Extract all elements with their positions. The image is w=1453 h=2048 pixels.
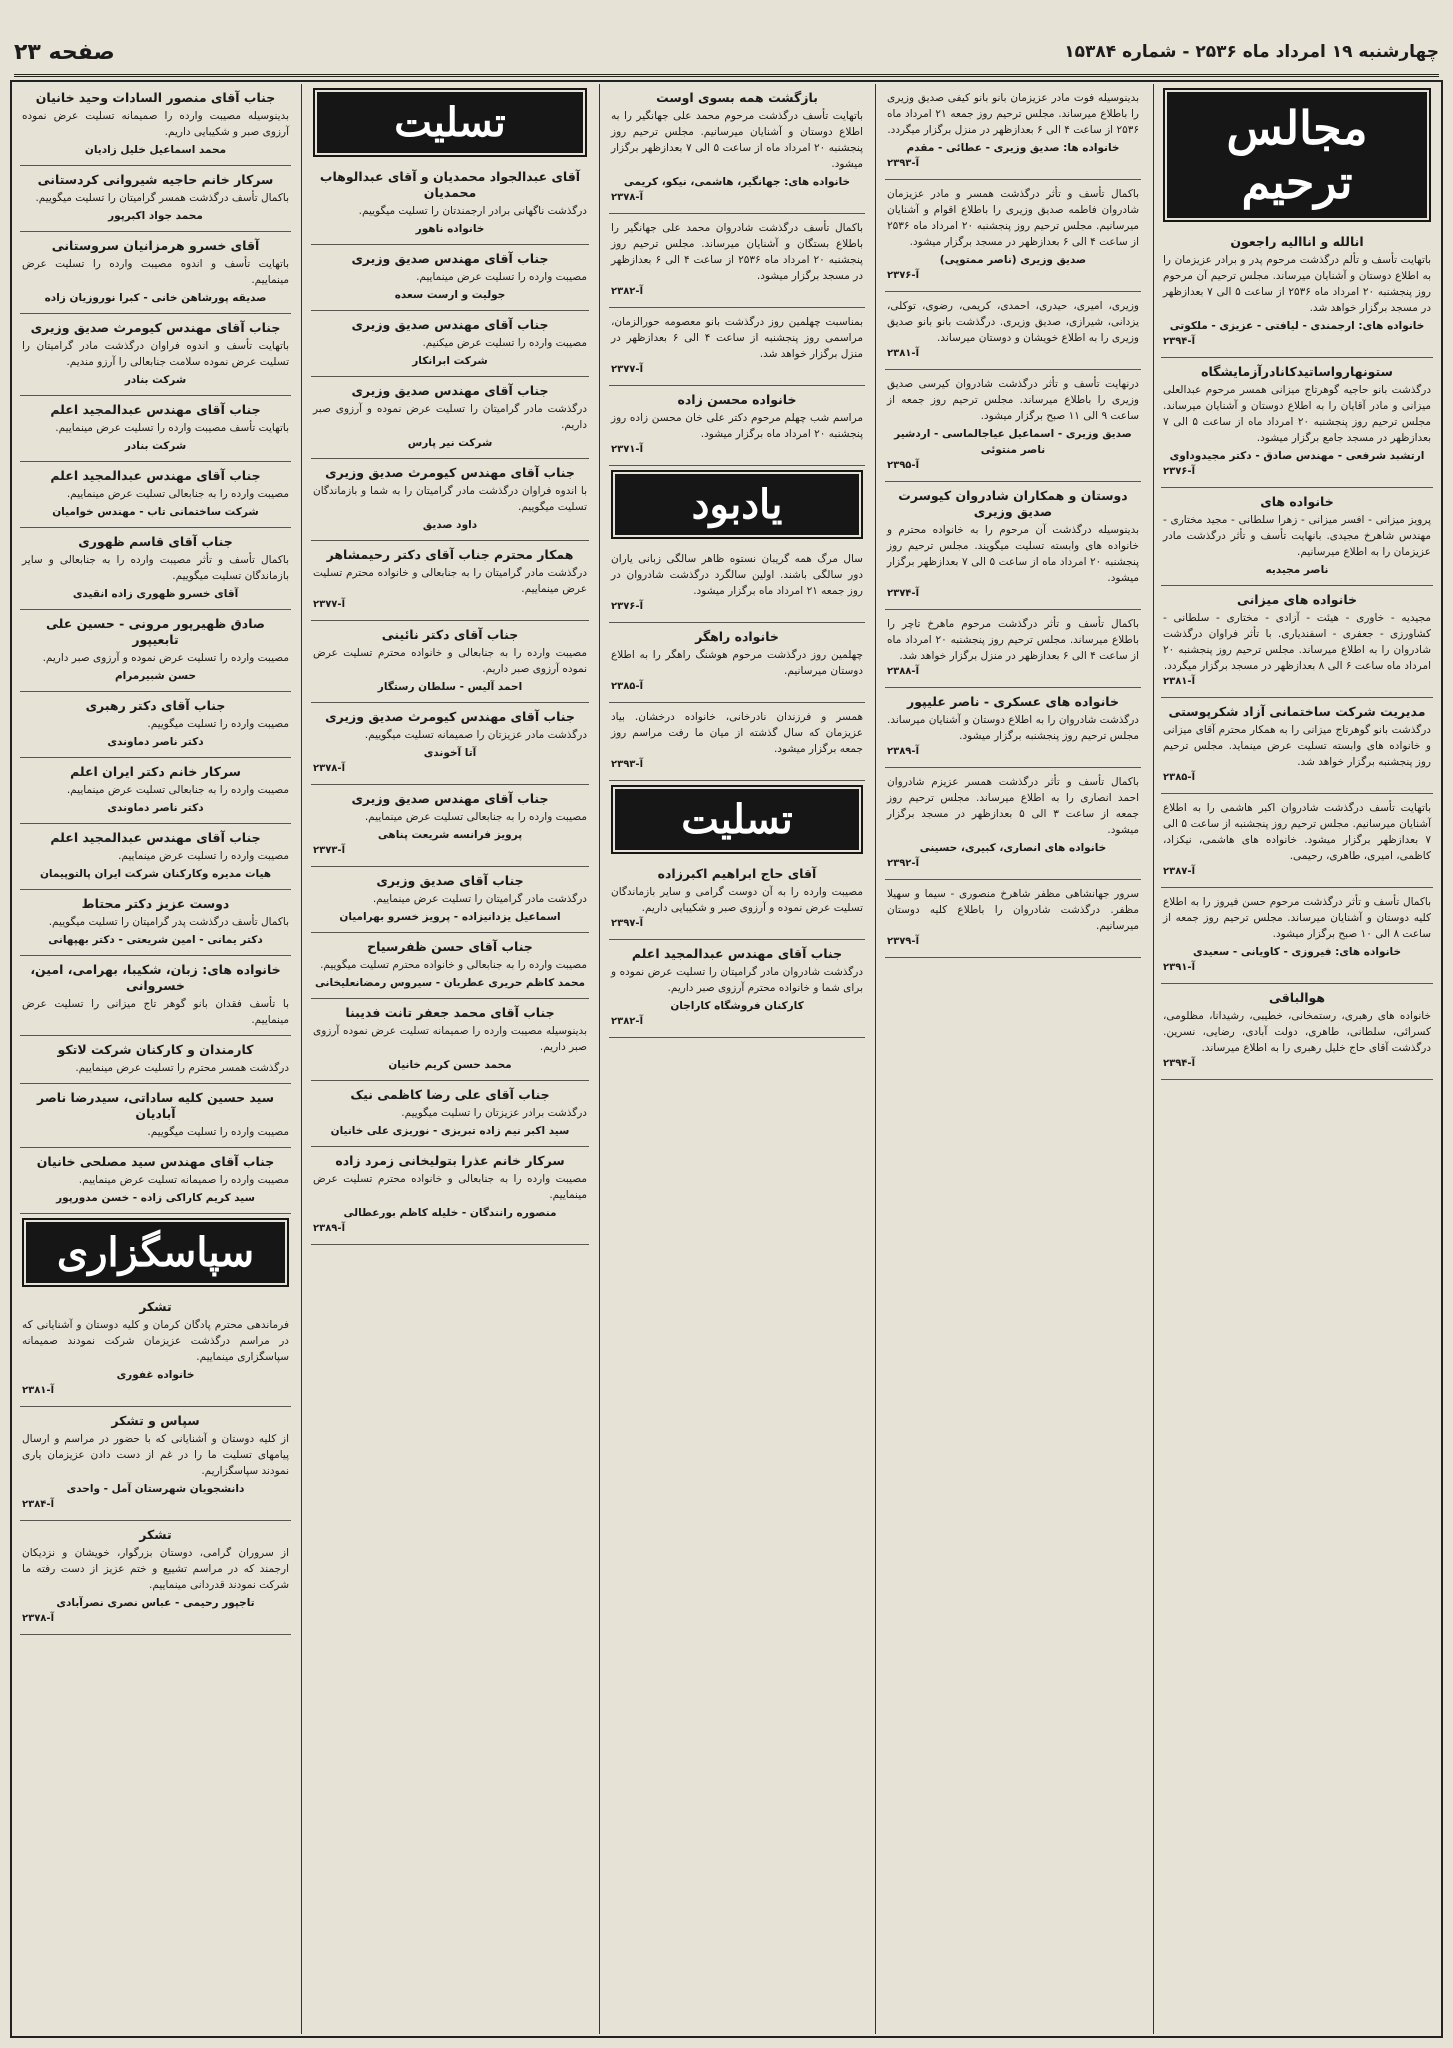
notice-heading: جناب آقای مهندس عبدالمجید اعلم (631, 946, 843, 961)
notice (885, 180, 1141, 292)
notice-heading: مدیریت شرکت ساختمانی آزاد شکرپوستی (1168, 704, 1426, 719)
notice-body: درنهایت تأسف و تأثر درگذشت شادروان کیرسی صدیق وزیری را باطلاع میرساند. مجلس ترحیم روز جمعه از ساعت ۹ الی ۱۱ صبح برگزار میشود. (887, 378, 1139, 422)
notice-body: بدینوسیله فوت مادر عزیزمان بانو بانو کیفی صدیق وزیری را باطلاع میرساند. مجلس ترحیم روز جمعه ۲۱ امرداد ماه ۲۵۳۶ از ساعت ۴ الی ۶ بعدازظهر در منزل برگزار میگردد. (887, 92, 1139, 136)
notice (609, 623, 865, 703)
notice-body: مصیبت وارده را به جنابعالی و خانواده محترم تسلیت عرض نموده آرزوی صبر داریم. (313, 647, 587, 675)
notice-heading: جناب آقای مهندس صدیق وزیری (351, 791, 549, 806)
notice (311, 785, 589, 867)
notice-signature: هیات مدیره وکارکنان شرکت ایران پالتوپیمان (39, 868, 272, 880)
notice-body: باتهایت تأسف درگذشت مرحوم محمد علی جهانگیر را به اطلاع دوستان و آشنایان میرسانیم. مجلس ترحیم روز پنجشنبه ۲۰ امرداد ماه از ساعت ۵ الی ۷ بعدازظهر برگزار میشود. (611, 110, 863, 170)
notice-signature: آقای خسرو ظهوری زاده انقیدی (72, 588, 239, 600)
notice-heading: جناب آقای دکتر رهبری (85, 698, 226, 713)
notice-body: مجیدیه - خاوری - هیئت - آزادی - مختاری - سلطانی - کشاورزی - جعفری - اسفندیاری. با تأثر فراوان درگذشت شادروان را به اطلاع میرساند. مجلس ترحیم روز پنجشنبه ۲۰ امرداد ماه ساعت ۶ الی ۸ بعدازظهر در مسجد برگزار میگردد. (1163, 612, 1431, 672)
notice (20, 1293, 291, 1407)
notice-signature: پرویز فرانسه شریعت پناهی (377, 829, 523, 841)
notice-heading: جناب آقای قاسم ظهوری (78, 534, 233, 549)
notice-body: درگذشت بانو گوهرتاج میزانی را به همکار محترم آقای میزانی و خانواده های وابسته تسلیت عرض مینماید. مجلس ترحیم روز پنجشنبه برگزار خواهد شد. (1163, 724, 1431, 768)
notice-signature: ناصر مجیدیه (1265, 564, 1329, 576)
notice-heading: آقای خسرو هرمزانیان سروستانی (51, 238, 260, 253)
notice-signature: شرکت نیر پارس (407, 437, 493, 449)
notice-code: آ-۲۳۸۹ (887, 746, 919, 757)
notice (885, 610, 1141, 688)
notice-heading: خانواده محسن زاده (677, 392, 797, 407)
notice-body: پرویز میزانی - افسر میزانی - زهرا سلطانی - مجید مختاری - مهندس شاهرخ مجیدی. بانهایت تأسف و تأثر درگذشت مادر عزیزمان را به اطلاع میرسانیم. (1163, 514, 1431, 558)
notice (885, 292, 1141, 370)
notice-signature: دانشجویان شهرستان آمل - واحدی (66, 1483, 245, 1495)
notice-body: باکمال تأسف و تأثر درگذشت مرحوم ماهرخ تاچر را باطلاع میرساند. مجلس ترحیم روز پنجشنبه ۲۰ امرداد ماه از ساعت ۴ الی ۶ بعدازظهر در منزل برگزار خواهد شد. (887, 618, 1139, 662)
notice-signature: صدیق وزیری (ناصر ممتوپی) (939, 254, 1087, 266)
column-4 (305, 84, 595, 2034)
notice-heading: خانواده های: زبان، شکیبا، بهرامی، امین، خسروانی (30, 962, 281, 993)
notice-heading: جناب آقای مهندس کیومرث صدیق وزیری (30, 320, 281, 335)
notice-heading: جناب آقای مهندس صدیق وزیری (351, 251, 549, 266)
notice-body: باکمال تأسف و تأثر درگذشت مرحوم حسن فیروز را به اطلاع کلیه دوستان و آشنایان میرساند. مجلس ترحیم روز جمعه از ساعت ۸ الی ۱۰ صبح برگزار میشود. (1163, 896, 1431, 940)
notice-signature: دکتر ناصر دماوندی (107, 802, 204, 814)
notice-list (1161, 228, 1433, 1080)
notice-body: درگذشت شادروان را به اطلاع دوستان و آشنایان میرساند. مجلس ترحیم روز پنجشنبه برگزار میشود. (887, 714, 1139, 742)
notice-body: مراسم شب چهلم مرحوم دکتر علی خان محسن زاده روز پنجشنبه ۲۰ امرداد ماه برگزار میشود. (611, 412, 863, 440)
column-divider (875, 84, 876, 2034)
notice (311, 703, 589, 785)
notice-body: درگذشت مادر گرامیتان را تسلیت عرض مینماییم. (372, 893, 587, 905)
notice-heading: ستونهارواساتیدکانادرآزمایشگاه (1201, 364, 1393, 379)
notice (609, 84, 865, 214)
notice-heading: هوالباقی (1268, 990, 1326, 1005)
notice-signature: صدیقه پورشاهن خانی - کبرا نوروزیان زاده (44, 292, 267, 304)
notice-signature: شرکت ساختمانی تاب - مهندس خوامیان (52, 506, 259, 518)
notice-heading: سید حسین کلیه ساداتی، سیدرضا ناصر آبادیان (36, 1090, 275, 1121)
sepasgozari-banner: سپاسگزاری (26, 1222, 285, 1283)
notice-heading: جناب آقای مهندس سید مصلحی خانیان (36, 1154, 275, 1169)
notice-heading: بازگشت همه بسوی اوست (656, 90, 818, 105)
notice (311, 163, 589, 245)
notice-code: آ-۲۳۷۸ (22, 1613, 54, 1624)
notice-code: آ-۲۳۸۲ (611, 286, 643, 297)
issue-date: چهارشنبه ۱۹ امرداد ماه ۲۵۳۶ - شماره ۱۵۳۸۴ (1064, 42, 1439, 62)
notice (311, 377, 589, 459)
majales-banner: مجالس ترحیم (1167, 92, 1427, 218)
notice (1161, 888, 1433, 984)
notice-code: آ-۲۳۷۶ (611, 601, 643, 612)
notice (609, 386, 865, 466)
notice-heading: آقای حاج ابراهیم اکبرزاده (657, 866, 817, 881)
notice-body: با اندوه فراوان درگذشت مادر گرامیتان را به شما و بازماندگان تسلیت میگوییم. (313, 485, 587, 513)
notice-heading: جناب آقای منصور السادات وحید خانیان (35, 90, 276, 105)
notice-body: مصیبت وارده را تسلیت عرض مینماییم. (416, 271, 587, 283)
notice (20, 610, 291, 692)
notice-list (311, 163, 589, 1245)
notice-body: از سروران گرامی، دوستان بزرگوار، خویشان و نزدیکان ارجمند که در مراسم تشییع و ختم عزیز از دست رفته ما شرکت نمودند قدردانی مینماییم. (22, 1547, 289, 1591)
notice-heading: جناب آقای علی رضا کاظمی نیک (350, 1087, 550, 1102)
notice-code: آ-۲۳۹۴ (1163, 1058, 1195, 1069)
notice (311, 867, 589, 933)
notice (20, 758, 291, 824)
notice-code: آ-۲۳۷۶ (887, 270, 919, 281)
notice-signature: محمد کاظم حریری عطریان - سیروس رمضانعلیخانی (314, 977, 586, 989)
notice-heading: انالله و انااليه راجعون (1230, 234, 1364, 249)
tasliat-bottom-banner: تسلیت (615, 789, 859, 850)
notice-code: آ-۲۳۷۷ (611, 364, 643, 375)
notice (609, 308, 865, 386)
notice-heading: جناب آقای مهندس عبدالمجید اعلم (50, 402, 261, 417)
notice-signature: آتا آخوندی (423, 747, 477, 759)
notice-heading: جناب آقای حسن ظفرسیاح (367, 939, 533, 954)
notice-signature: شرکت ابرانکار (412, 355, 488, 367)
notice (20, 84, 291, 166)
yadbood-banner: یادبود (615, 474, 859, 535)
notice-signature: محمد حسن کریم خانیان (388, 1059, 512, 1071)
notice (20, 1084, 291, 1148)
notice (609, 860, 865, 940)
notice-code: آ-۲۳۷۳ (313, 845, 345, 856)
notice-body: باکمال تأسف و تأثر درگذشت همسر عزیزم شادروان احمد انصاری را به اطلاع میرساند. مجلس ترحیم روز جمعه از ساعت ۳ الی ۵ بعدازظهر در مسجد برگزار میشود. (887, 776, 1139, 836)
notice-body: مصیبت وارده را به جنابعالی تسلیت عرض مینماییم. (364, 811, 587, 823)
notice-signature: صدیق وزیری - اسماعیل عیاجالماسی - اردشیر ناصر منتوئی (894, 428, 1132, 456)
notice-body: باکمال تأسف درگذشت همسر گرامیتان را تسلیت میگوییم. (35, 192, 289, 204)
notice-signature: تاجپور رحیمی - عباس نصری نصرآبادی (56, 1597, 255, 1609)
notice-signature: سید کریم کاراکی زاده - خسن مدورپور (56, 1192, 255, 1204)
notice-heading: سپاس و تشکر (111, 1413, 200, 1428)
tasliat-top-banner: تسلیت (317, 92, 583, 153)
notice (20, 314, 291, 396)
notice-code: آ-۲۳۷۱ (611, 444, 643, 455)
notice-list (609, 545, 865, 781)
column-5 (14, 84, 297, 2034)
notice-body: درگذشت ناگهانی برادر ارجمندتان را تسلیت میگوییم. (358, 205, 587, 217)
column-divider (301, 84, 302, 2034)
column-3 (603, 84, 871, 2034)
notice-heading: جناب آقای مهندس کیومرث صدیق وزیری (325, 709, 575, 724)
notice (311, 459, 589, 541)
notice-body: بدینوسیله درگذشت آن مرحوم را به خانواده محترم و خانواده های وابسته تسلیت میگویند. مجلس ترحیم روز پنجشنبه ۲۰ امرداد ماه از ساعت ۵ الی ۷ بعدازظهر برگزار میشود. (887, 524, 1139, 584)
notice-code: آ-۲۳۸۵ (611, 681, 643, 692)
notice-body: بدینوسیله مصیبت وارده را صمیمانه تسلیت عرض نموده آرزوی صبر داریم. (313, 1025, 587, 1053)
notice-heading: سرکار خانم دکتر ایران اعلم (70, 764, 241, 779)
notice-code: آ-۲۳۸۸ (887, 666, 919, 677)
notice-heading: سرکار خانم عذرا بتولیخانی زمرد زاده (335, 1153, 565, 1168)
notice-signature: دکتر یمانی - امین شریعتی - دکتر بهپهانی (48, 934, 263, 946)
notice-body: سال مرگ همه گریبان نستوه ظاهر سالگی زبانی یاران دور سالگی باشند. اولین سالگرد درگذشت شادروان در روز جمعه ۲۱ امرداد ماه برگزار میشود. (611, 553, 863, 597)
notice-code: آ-۲۳۸۴ (22, 1499, 54, 1510)
notice-heading: دوست عزیز دکتر محتاط (81, 896, 230, 911)
notice-signature: سید اکبر نیم زاده تبریزی - نوریزی علی خانیان (330, 1125, 570, 1137)
notice-body: مصیبت وارده را تسلیت عرض مینماییم. (118, 850, 289, 862)
page-number: صفحه ۲۳ (14, 39, 115, 65)
notice-signature: ارتشبد شرفعی - مهندس صادق - دکتر مجیدوداوی (1169, 450, 1425, 462)
notice-heading: خانواده راهگر (695, 629, 779, 644)
notice-signature: اسماعیل یزدانیزاده - پرویز خسرو بهرامیان (339, 911, 561, 923)
notice-signature: حسن شبیرمرام (114, 670, 197, 682)
notice-code: آ-۲۳۹۳ (887, 158, 919, 169)
notice-signature: شرکت بنادر (124, 374, 187, 386)
notice-body: مصیبت وارده را تسلیت عرض نموده و آرزوی صبر داریم. (42, 652, 289, 664)
notice-body: درگذشت شادروان مادر گرامیتان را تسلیت عرض نموده و برای شما و خانواده محترم آرزوی صبر داریم. (611, 966, 863, 994)
notice-body: باتهایت تأسف و تألم درگذشت مرحوم پدر و برادر عزیزمان را به اطلاع دوستان و آشنایان میرساند. مجلس ترحیم آن مرحوم روز پنجشنبه ۲۰ امرداد ماه ۲۵۳۶ از ساعت ۵ الی ۷ بعدازظهر در مسجد برگزار خواهد شد. (1163, 254, 1431, 314)
notice-signature: منصوره رانندگان - خلیله کاظم بورعطالی (343, 1207, 557, 1219)
notice (20, 232, 291, 314)
notice-body: مصیبت وارده را به آن دوست گرامی و سایر بازماندگان تسلیت عرض نموده و آرزوی صبر و شکیبایی داریم. (611, 886, 863, 914)
notice-list (20, 1293, 291, 1635)
notice-signature: خانواده های: جهانگیر، هاشمی، نیکو، کریمی (623, 176, 851, 188)
notice-body: درگذشت مادر گرامیتان را تسلیت عرض نموده و آرزوی صبر داریم. (313, 403, 587, 431)
column-divider (1153, 84, 1154, 2034)
notice (885, 768, 1141, 880)
notice (20, 956, 291, 1036)
notice-signature: جولیت و ارست سعده (394, 289, 506, 301)
notice-body: باتهایت تأسف و اندوه فراوان درگذشت مادر گرامیتان را تسلیت عرض نموده سلامت جنابعالی را آرزو مندیم. (22, 340, 289, 368)
notice-code: آ-۲۳۹۴ (1163, 336, 1195, 347)
notice-heading: خانواده های (1260, 494, 1334, 509)
notice (885, 370, 1141, 482)
notice-code: آ-۲۳۸۵ (1163, 772, 1195, 783)
notice (20, 528, 291, 610)
notice-heading: همکار محترم جناب آقای دکتر رحیمشاهر (326, 547, 574, 562)
notice-signature: شرکت بنادر (124, 440, 187, 452)
notice-heading: سرکار خانم حاجیه شیروانی کردستانی (37, 172, 274, 187)
notice-signature: خانواده ها: صدیق وزیری - عطائی - مقدم (906, 142, 1120, 154)
notice (885, 880, 1141, 958)
notice-heading: جناب آقای دکتر نائینی (381, 627, 519, 642)
notice (1161, 794, 1433, 888)
notice-body: درگذشت همسر محترم را تسلیت عرض مینماییم. (75, 1062, 289, 1074)
notice-signature: خانواده های انصاری، کبیری، حسینی (919, 842, 1107, 854)
notice (609, 940, 865, 1038)
notice-code: آ-۲۳۸۱ (22, 1385, 54, 1396)
notice-signature: کارکنان فروشگاه کاراجان (670, 1000, 804, 1012)
notice-heading: جناب آقای مهندس عبدالمجید اعلم (50, 468, 261, 483)
notice (1161, 228, 1433, 358)
notice-code: آ-۲۳۹۲ (887, 858, 919, 869)
notice-signature: داود صدیق (422, 519, 478, 531)
notice-signature: محمد اسماعیل خلیل زادیان (84, 144, 227, 156)
notice-code: آ-۲۳۹۵ (887, 460, 919, 471)
notice (20, 824, 291, 890)
notice (1161, 586, 1433, 698)
notice-signature: خانواده غفوری (116, 1369, 195, 1381)
notice (20, 1407, 291, 1521)
notice-list (20, 84, 291, 1214)
notice (1161, 698, 1433, 794)
notice-heading: جناب آقای مهندس عبدالمجید اعلم (50, 830, 261, 845)
notice-signature: محمد جواد اکبرپور (108, 210, 203, 222)
notice-heading: تشکر (139, 1299, 172, 1314)
notice-heading: صادق ظهیرپور مرونی - حسین علی تابعیپور (46, 616, 265, 647)
notice-code: آ-۲۳۹۳ (611, 759, 643, 770)
notice (311, 1081, 589, 1147)
notice (885, 482, 1141, 610)
notice (609, 703, 865, 781)
notice-body: خانواده های رهبری، رستمخانی، خطیبی، رشیدانا، مظلومی، کسرائی، سلطانی، طاهری، دولت آبادی، رضایی، نسرین. درگذشت آقای حاج خلیل رهبری را به اطلاع میرساند. (1163, 1010, 1431, 1054)
notice (20, 1148, 291, 1214)
notice (885, 688, 1141, 768)
notice-heading: خانواده های عسکری - ناصر علیپور (907, 694, 1119, 709)
notice-heading: جناب آقای مهندس صدیق وزیری (351, 383, 549, 398)
notice-code: آ-۲۳۸۱ (887, 348, 919, 359)
notice-body: باکمال تأسف و تأثر درگذشت همسر و مادر عزیزمان شادروان فاطمه صدیق وزیری را باطلاع اقوام و آشنایان میرسانیم. مجلس ترحیم روز پنجشنبه ۲۰ امرداد ماه ۲۵۳۶ از ساعت ۴ الی ۶ بعدازظهر در مسجد برگزار میشود. (887, 188, 1139, 248)
notice-code: آ-۲۳۷۷ (313, 599, 345, 610)
notice (885, 84, 1141, 180)
notice (20, 396, 291, 462)
notice (20, 1036, 291, 1084)
notice-body: چهلمین روز درگذشت مرحوم هوشنگ راهگر را به اطلاع دوستان میرسانیم. (611, 649, 863, 677)
notice-body: فرماندهی محترم پادگان کرمان و کلیه دوستان و آشنایانی که در مراسم درگذشت عزیزمان شرکت نمودند صمیمانه سپاسگزاری مینماییم. (22, 1319, 289, 1363)
notice-body: مصیبت وارده را به جنابعالی تسلیت عرض مینماییم. (66, 784, 289, 796)
notice (311, 621, 589, 703)
notice (311, 245, 589, 311)
notice-list (885, 84, 1141, 958)
notice-heading: خانواده های میزانی (1236, 592, 1358, 607)
notice-list (609, 860, 865, 1038)
notice-body: درگذشت مادر عزیزتان را صمیمانه تسلیت میگوییم. (364, 729, 587, 741)
notice-heading: دوستان و همکاران شادروان کیوسرت صدیق وزیری (898, 488, 1128, 519)
notice-body: وزیری، امیری، حیدری، احمدی، کریمی، رضوی، توکلی، یزدانی، شیرازی، صدیق وزیری. درگذشت بانو بانو صدیق وزیری را به اطلاع خویشان و دوستان میرساند. (887, 300, 1139, 344)
notice-heading: جناب آقای محمد جعفر تانت فدیبنا (345, 1005, 555, 1020)
notice (20, 166, 291, 232)
notice-heading: جناب آقای مهندس صدیق وزیری (351, 317, 549, 332)
notice-body: از کلیه دوستان و آشنایانی که با حضور در مراسم و ارسال پیامهای تسلیت ما را در غم از دست دادن عزیزمان یاری نمودند سپاسگزاریم. (22, 1433, 289, 1477)
notice (609, 545, 865, 623)
notice-body: باکمال تأسف و تأثر مصیبت وارده را به جنابعالی و سایر بازماندگان تسلیت میگوییم. (22, 554, 289, 582)
notice (311, 1147, 589, 1245)
notice (1161, 358, 1433, 488)
notice-code: آ-۲۳۸۱ (1163, 676, 1195, 687)
column-1 (1155, 84, 1439, 2034)
notice (311, 311, 589, 377)
notice-signature: دکتر ناصر دماوندی (107, 736, 204, 748)
notice-heading: آقای عبدالجواد محمدیان و آقای عبدالوهاب محمدیان (319, 169, 581, 200)
column-2 (879, 84, 1147, 2034)
notice-body: مصیبت وارده را به جنابعالی تسلیت عرض مینماییم. (66, 488, 289, 500)
notice-code: آ-۲۳۸۷ (1163, 866, 1195, 877)
notice (609, 214, 865, 308)
notice-body: درگذشت برادر عزیزتان را تسلیت میگوییم. (401, 1107, 587, 1119)
notice-code: آ-۲۳۷۹ (887, 936, 919, 947)
notice-body: درگذشت مادر گرامیتان را به جنابعالی و خانواده محترم تسلیت عرض مینماییم. (313, 567, 587, 595)
column-divider (599, 84, 600, 2034)
notice (20, 890, 291, 956)
notice-code: آ-۲۳۸۲ (611, 1016, 643, 1027)
notice-heading: جناب آقای مهندس کیومرث صدیق وزیری (325, 465, 575, 480)
notice-heading: جناب آقای صدیق وزیری (376, 873, 524, 888)
notice-body: بمناسبت چهلمین روز درگذشت بانو معصومه حورالزمان، مراسمی روز پنجشنبه از ساعت ۴ الی ۶ بعدازظهر در منزل برگزار خواهد شد. (611, 316, 863, 360)
notice-body: سرور جهانشاهی مظفر شاهرخ منصوری - سیما و سهیلا مظفر. درگذشت شادروان را باطلاع کلیه دوستان میرسانیم. (887, 888, 1139, 932)
notice-body: باتهایت تأسف مصیبت وارده را تسلیت عرض مینماییم. (55, 422, 289, 434)
notice-body: با تأسف فقدان بانو گوهر تاج میزانی را تسلیت عرض مینماییم. (22, 998, 289, 1026)
notice (20, 692, 291, 758)
notice (311, 541, 589, 621)
notice-code: آ-۲۳۷۸ (611, 192, 643, 203)
notice-code: آ-۲۳۹۱ (1163, 962, 1195, 973)
notice-body: مصیبت وارده را صمیمانه تسلیت عرض مینماییم. (78, 1174, 289, 1186)
notice (311, 933, 589, 999)
notice-body: مصیبت وارده را به جنابعالی و خانواده محترم تسلیت عرض مینماییم. (313, 1173, 587, 1201)
notice (1161, 984, 1433, 1080)
notice-code: آ-۲۳۷۶ (1163, 466, 1195, 477)
notice-body: مصیبت وارده را تسلیت میگوییم. (147, 718, 289, 730)
notice-body: باتهایت تأسف درگذشت شادروان اکبر هاشمی را به اطلاع آشنایان میرسانیم. مجلس ترحیم روز پنجشنبه از ساعت ۵ الی ۷ بعدازظهر برگزار میشود. خانواده های هاشمی، نیکزاد، کاظمی، امیری، طاهری، رحیمی. (1163, 802, 1431, 862)
notice (311, 999, 589, 1081)
notice-signature: خانواده ناهور (415, 223, 485, 235)
notice-heading: تشکر (139, 1527, 172, 1542)
notice-signature: خانواده های: ارجمندی - لیافتی - عزیزی - ملکوتی (1169, 320, 1425, 332)
masthead (14, 30, 1439, 77)
notice-code: آ-۲۳۸۹ (313, 1223, 345, 1234)
notice (1161, 488, 1433, 586)
notice-code: آ-۲۳۷۸ (313, 763, 345, 774)
notice-signature: خانواده های: فیروزی - کاویانی - سعیدی (1192, 946, 1402, 958)
notice-body: درگذشت بانو حاجیه گوهرتاج میزانی همسر مرحوم عبدالعلی میزانی و مادر آقایان را به اطلاع دوستان و آشنایان میرساند. مجلس ترحیم روز پنجشنبه ۲۰ امرداد ماه از ساعت ۵ الی ۷ بعدازظهر در مسجد جامع برگزار میشود. (1163, 384, 1431, 444)
notice-body: مصیبت وارده را به جنابعالی و خانواده محترم تسلیت میگوییم. (320, 959, 587, 971)
notice-body: مصیبت وارده را تسلیت عرض میکنیم. (422, 337, 587, 349)
notice-body: باتهایت تأسف و اندوه مصیبت وارده را تسلیت عرض مینماییم. (22, 258, 289, 286)
notice-body: مصیبت وارده را تسلیت میگوییم. (147, 1126, 289, 1138)
notice-body: باکمال تأسف درگذشت پدر گرامیتان را تسلیت میگوییم. (48, 916, 289, 928)
notice (20, 462, 291, 528)
notice-signature: احمد آلیس - سلطان رستگار (377, 681, 523, 693)
notice-body: همسر و فرزندان نادرخانی، خانواده درخشان. بیاد عزیزمان که سال گذشته از میان ما رفت مراسم روز جمعه برگزار میشود. (611, 711, 863, 755)
notice-code: آ-۲۳۷۴ (887, 588, 919, 599)
notice (20, 1521, 291, 1635)
notice-code: آ-۲۳۹۷ (611, 918, 643, 929)
notice-body: بدینوسیله مصیبت وارده را صمیمانه تسلیت عرض نموده آرزوی صبر و شکیبایی داریم. (22, 110, 289, 138)
notice-list (609, 84, 865, 466)
notice-heading: کارمندان و کارکنان شرکت لاتکو (57, 1042, 254, 1057)
notice-body: باکمال تأسف درگذشت شادروان محمد علی جهانگیر را باطلاع بستگان و آشنایان میرساند. مجلس ترحیم روز پنجشنبه ۲۰ امرداد ماه ۲۵۳۶ از ساعت ۴ الی ۶ بعدازظهر در مسجد برگزار میشود. (611, 222, 863, 282)
